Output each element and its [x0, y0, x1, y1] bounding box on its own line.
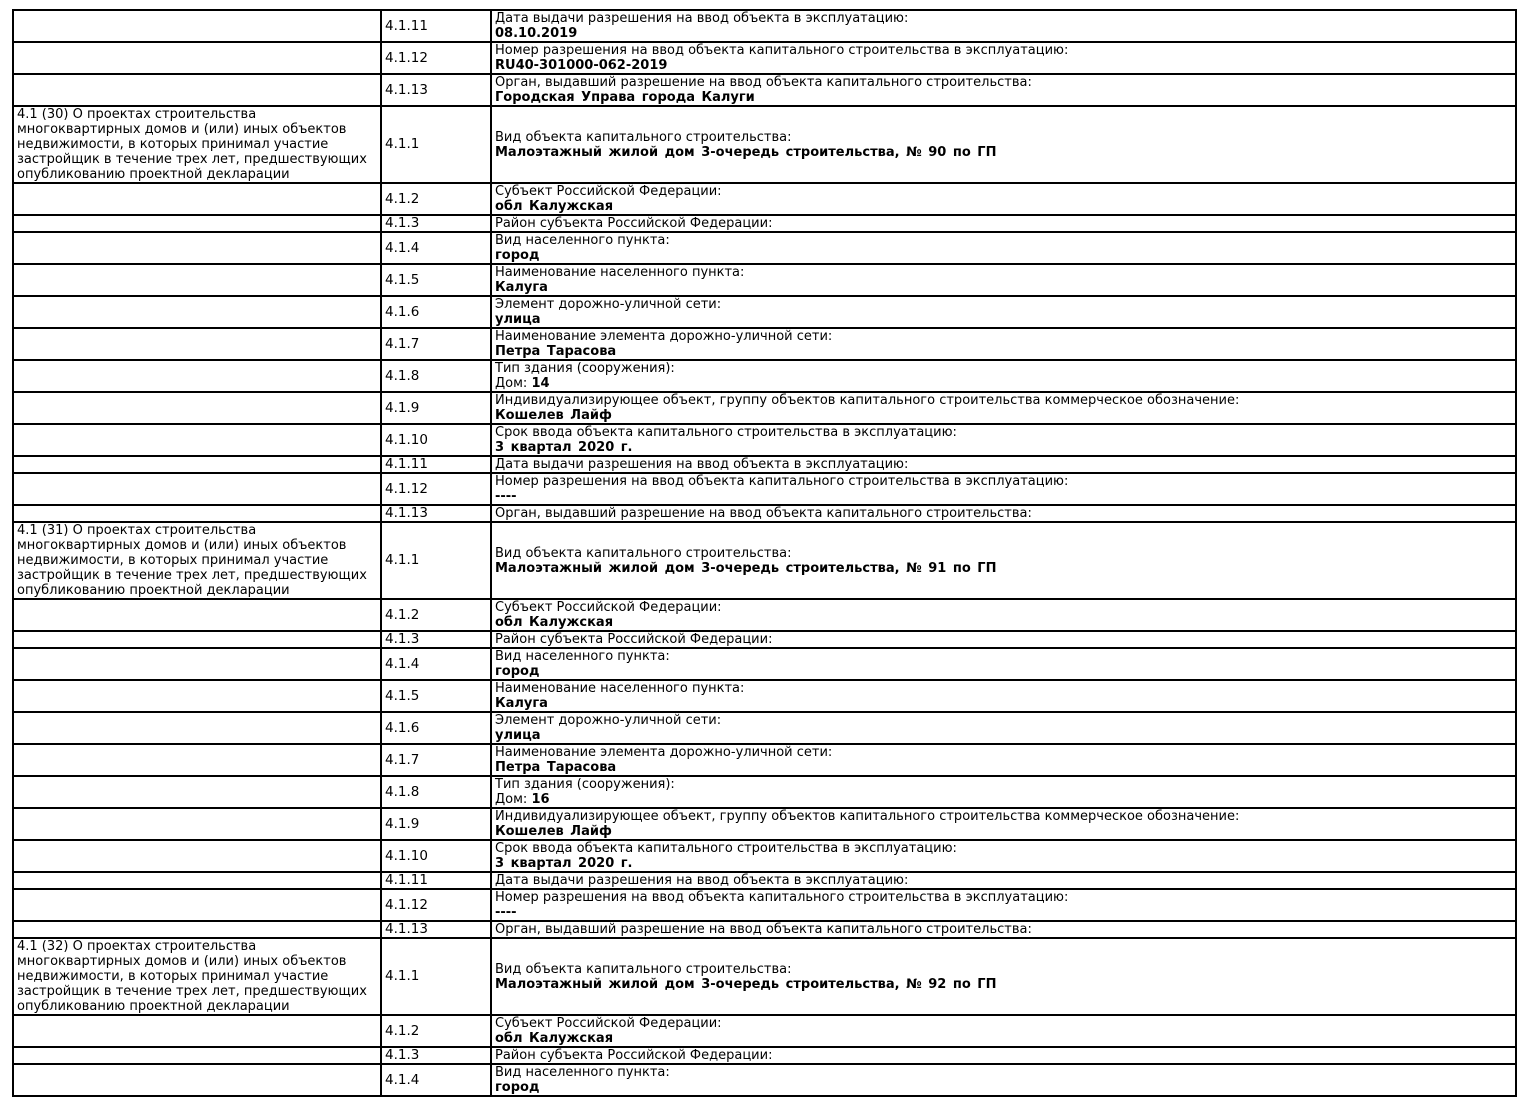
field-cell: [491, 264, 1516, 296]
item-number-cell: 4.1.11: [381, 456, 491, 473]
item-number-cell: 4.1.12: [381, 889, 491, 921]
table-row: [13, 808, 1516, 840]
section-description-cell: [13, 424, 381, 456]
item-number-cell: 4.1.10: [381, 424, 491, 456]
section-description-cell: [13, 921, 381, 938]
section-description-cell: 4.1 (30) О проектах строительства многоквартирных домов и (или) иных объектов недвижимости, в которых принимал участие застройщик в течение трех лет, предшествующих опубликованию проектной декларации: [13, 106, 381, 183]
section-description-cell: [13, 215, 381, 232]
section-description-cell: [13, 360, 381, 392]
item-number-cell: 4.1.13: [381, 505, 491, 522]
field-value-text: ----: [495, 905, 517, 920]
item-number-cell: 4.1.7: [381, 328, 491, 360]
section-description-cell: [13, 872, 381, 889]
field-value-text: 3 квартал 2020 г.: [495, 440, 633, 455]
field-value-text: Петра Тарасова: [495, 344, 617, 359]
field-label: Дата выдачи разрешения на ввод объекта в эксплуатацию:: [495, 11, 909, 26]
field-value-text: Петра Тарасова: [495, 760, 617, 775]
field-value: [495, 248, 1512, 263]
table-row: [13, 424, 1516, 456]
field-label: Вид населенного пункта:: [495, 649, 670, 664]
field-cell: [491, 522, 1516, 599]
field-value-text: Калуга: [495, 280, 548, 295]
table-row: [13, 74, 1516, 106]
item-number-cell: 4.1.1: [381, 938, 491, 1015]
field-label: Наименование населенного пункта:: [495, 265, 745, 280]
field-value: [495, 90, 1512, 105]
item-number-cell: 4.1.9: [381, 808, 491, 840]
section-description-cell: 4.1 (31) О проектах строительства многоквартирных домов и (или) иных объектов недвижимости, в которых принимал участие застройщик в течение трех лет, предшествующих опубликованию проектной декларации: [13, 522, 381, 599]
item-number-cell: 4.1.6: [381, 296, 491, 328]
field-value-text: 3 квартал 2020 г.: [495, 856, 633, 871]
field-cell: [491, 10, 1516, 42]
field-value-text: ----: [495, 489, 517, 504]
item-number-cell: 4.1.3: [381, 215, 491, 232]
section-description-cell: [13, 599, 381, 631]
table-row: [13, 776, 1516, 808]
table-row: [13, 215, 1516, 232]
section-description-cell: [13, 744, 381, 776]
field-cell: [491, 648, 1516, 680]
section-description-cell: [13, 232, 381, 264]
field-value: [495, 1080, 1512, 1095]
table-row: [13, 106, 1516, 183]
field-label: Дата выдачи разрешения на ввод объекта в эксплуатацию:: [495, 457, 909, 472]
field-label: Срок ввода объекта капитального строительства в эксплуатацию:: [495, 425, 957, 440]
field-value: [495, 145, 1512, 160]
table-row: [13, 631, 1516, 648]
field-value: [495, 199, 1512, 214]
table-row: [13, 840, 1516, 872]
field-value: [495, 344, 1512, 359]
table-row: [13, 10, 1516, 42]
field-value-text: город: [495, 248, 540, 263]
declaration-table-body: [13, 10, 1516, 1096]
field-cell: [491, 183, 1516, 215]
field-value-text: улица: [495, 728, 541, 743]
section-description-cell: [13, 296, 381, 328]
table-row: [13, 328, 1516, 360]
field-cell: [491, 328, 1516, 360]
field-label: Орган, выдавший разрешение на ввод объекта капитального строительства:: [495, 75, 1032, 90]
declaration-table: [12, 9, 1517, 1097]
item-number-cell: 4.1.9: [381, 392, 491, 424]
section-description-cell: [13, 840, 381, 872]
item-number-cell: 4.1.5: [381, 680, 491, 712]
section-description-cell: [13, 1047, 381, 1064]
table-row: [13, 183, 1516, 215]
table-row: [13, 712, 1516, 744]
field-value-text: 08.10.2019: [495, 26, 578, 41]
item-number-cell: 4.1.3: [381, 631, 491, 648]
section-description-cell: [13, 473, 381, 505]
field-label: Район субъекта Российской Федерации:: [495, 216, 773, 231]
field-cell: [491, 424, 1516, 456]
field-label: Субъект Российской Федерации:: [495, 184, 722, 199]
field-cell: [491, 599, 1516, 631]
field-value-text: Малоэтажный жилой дом 3-очередь строительства, № 90 по ГП: [495, 144, 997, 160]
field-value: [495, 824, 1512, 839]
field-cell: [491, 680, 1516, 712]
field-label: Тип здания (сооружения):: [495, 777, 675, 792]
field-label: Вид объекта капитального строительства:: [495, 545, 792, 561]
field-cell: [491, 872, 1516, 889]
table-row: [13, 264, 1516, 296]
section-description-cell: [13, 456, 381, 473]
table-row: [13, 522, 1516, 599]
section-description-cell: 4.1 (32) О проектах строительства многоквартирных домов и (или) иных объектов недвижимости, в которых принимал участие застройщик в течение трех лет, предшествующих опубликованию проектной декларации: [13, 938, 381, 1015]
section-description-cell: [13, 648, 381, 680]
field-value-text: 14: [531, 376, 550, 391]
field-value: [495, 489, 1512, 504]
item-number-cell: 4.1.3: [381, 1047, 491, 1064]
field-cell: [491, 921, 1516, 938]
section-description-cell: [13, 10, 381, 42]
field-label: Дата выдачи разрешения на ввод объекта в эксплуатацию:: [495, 873, 909, 888]
field-value-prefix: Дом:: [495, 376, 532, 391]
field-label: Номер разрешения на ввод объекта капитального строительства в эксплуатацию:: [495, 474, 1069, 489]
field-label: Вид объекта капитального строительства:: [495, 961, 792, 977]
table-row: [13, 889, 1516, 921]
field-label: Вид объекта капитального строительства:: [495, 129, 792, 145]
field-cell: [491, 456, 1516, 473]
item-number-cell: 4.1.4: [381, 232, 491, 264]
field-label: Наименование населенного пункта:: [495, 681, 745, 696]
field-label: Индивидуализирующее объект, группу объектов капитального строительства коммерческое обозначение:: [495, 809, 1240, 824]
field-value: [495, 58, 1512, 73]
item-number-cell: 4.1.10: [381, 840, 491, 872]
item-number-cell: 4.1.11: [381, 872, 491, 889]
field-value-text: город: [495, 664, 540, 679]
table-row: [13, 872, 1516, 889]
field-value: [495, 792, 1512, 807]
field-label: Субъект Российской Федерации:: [495, 1016, 722, 1031]
table-row: [13, 599, 1516, 631]
field-value-prefix: Дом:: [495, 792, 532, 807]
table-row: [13, 680, 1516, 712]
field-label: Субъект Российской Федерации:: [495, 600, 722, 615]
field-label: Вид населенного пункта:: [495, 1065, 670, 1080]
field-cell: [491, 232, 1516, 264]
field-label: Элемент дорожно-уличной сети:: [495, 713, 722, 728]
item-number-cell: 4.1.2: [381, 599, 491, 631]
section-description-cell: [13, 680, 381, 712]
field-value-text: Малоэтажный жилой дом 3-очередь строительства, № 91 по ГП: [495, 560, 997, 576]
table-row: [13, 648, 1516, 680]
field-cell: [491, 776, 1516, 808]
field-value-text: город: [495, 1080, 540, 1095]
item-number-cell: 4.1.1: [381, 522, 491, 599]
item-number-cell: 4.1.11: [381, 10, 491, 42]
section-description-cell: [13, 264, 381, 296]
item-number-cell: 4.1.8: [381, 776, 491, 808]
field-cell: [491, 1015, 1516, 1047]
section-description-cell: [13, 1064, 381, 1096]
field-cell: [491, 1047, 1516, 1064]
item-number-cell: 4.1.13: [381, 921, 491, 938]
table-row: [13, 744, 1516, 776]
table-row: [13, 473, 1516, 505]
field-label: Элемент дорожно-уличной сети:: [495, 297, 722, 312]
section-description-cell: [13, 712, 381, 744]
item-number-cell: 4.1.1: [381, 106, 491, 183]
field-value: [495, 376, 1512, 391]
field-cell: [491, 840, 1516, 872]
field-value: [495, 664, 1512, 679]
field-cell: [491, 889, 1516, 921]
field-cell: [491, 392, 1516, 424]
field-value-text: обл Калужская: [495, 1031, 614, 1046]
field-value-text: обл Калужская: [495, 615, 614, 630]
field-label: Орган, выдавший разрешение на ввод объекта капитального строительства:: [495, 922, 1032, 937]
section-description-cell: [13, 776, 381, 808]
item-number-cell: 4.1.2: [381, 1015, 491, 1047]
field-label: Номер разрешения на ввод объекта капитального строительства в эксплуатацию:: [495, 890, 1069, 905]
field-label: Наименование элемента дорожно-уличной сети:: [495, 329, 833, 344]
field-value: [495, 1031, 1512, 1046]
field-cell: [491, 74, 1516, 106]
section-description-cell: [13, 42, 381, 74]
table-row: [13, 456, 1516, 473]
table-row: [13, 938, 1516, 1015]
item-number-cell: 4.1.2: [381, 183, 491, 215]
field-cell: [491, 712, 1516, 744]
field-cell: [491, 631, 1516, 648]
field-value: [495, 280, 1512, 295]
field-value-text: Кошелев Лайф: [495, 408, 612, 423]
field-cell: [491, 473, 1516, 505]
section-description-cell: [13, 74, 381, 106]
field-cell: [491, 744, 1516, 776]
field-label: Наименование элемента дорожно-уличной сети:: [495, 745, 833, 760]
field-label: Вид населенного пункта:: [495, 233, 670, 248]
field-value: [495, 561, 1512, 576]
field-label: Срок ввода объекта капитального строительства в эксплуатацию:: [495, 841, 957, 856]
field-value-text: 16: [531, 792, 550, 807]
item-number-cell: 4.1.8: [381, 360, 491, 392]
field-cell: [491, 42, 1516, 74]
field-label: Район субъекта Российской Федерации:: [495, 1048, 773, 1063]
table-row: [13, 42, 1516, 74]
section-description-cell: [13, 328, 381, 360]
table-row: [13, 1015, 1516, 1047]
field-cell: [491, 296, 1516, 328]
field-label: Индивидуализирующее объект, группу объектов капитального строительства коммерческое обозначение:: [495, 393, 1240, 408]
section-description-cell: [13, 631, 381, 648]
item-number-cell: 4.1.13: [381, 74, 491, 106]
item-number-cell: 4.1.5: [381, 264, 491, 296]
field-value-text: обл Калужская: [495, 199, 614, 214]
table-row: [13, 296, 1516, 328]
field-value: [495, 312, 1512, 327]
section-description-cell: [13, 889, 381, 921]
table-row: [13, 1064, 1516, 1096]
table-row: [13, 921, 1516, 938]
table-row: [13, 360, 1516, 392]
section-description-cell: [13, 392, 381, 424]
table-row: [13, 232, 1516, 264]
field-value: [495, 760, 1512, 775]
section-description-cell: [13, 505, 381, 522]
field-cell: [491, 938, 1516, 1015]
field-cell: [491, 360, 1516, 392]
item-number-cell: 4.1.4: [381, 648, 491, 680]
section-description-cell: [13, 808, 381, 840]
field-value-text: Малоэтажный жилой дом 3-очередь строительства, № 92 по ГП: [495, 976, 997, 992]
field-cell: [491, 106, 1516, 183]
field-value: [495, 615, 1512, 630]
field-value: [495, 905, 1512, 920]
field-label: Номер разрешения на ввод объекта капитального строительства в эксплуатацию:: [495, 43, 1069, 58]
section-description-cell: [13, 183, 381, 215]
field-cell: [491, 808, 1516, 840]
field-value: [495, 696, 1512, 711]
field-label: Тип здания (сооружения):: [495, 361, 675, 376]
field-label: Орган, выдавший разрешение на ввод объекта капитального строительства:: [495, 506, 1032, 521]
field-value: [495, 408, 1512, 423]
table-row: [13, 392, 1516, 424]
field-value-text: RU40-301000-062-2019: [495, 58, 668, 73]
field-value-text: Городская Управа города Калуги: [495, 90, 755, 105]
field-value-text: Кошелев Лайф: [495, 824, 612, 839]
field-value: [495, 26, 1512, 41]
field-label: Район субъекта Российской Федерации:: [495, 632, 773, 647]
field-value-text: Калуга: [495, 696, 548, 711]
table-row: [13, 1047, 1516, 1064]
field-value: [495, 440, 1512, 455]
item-number-cell: 4.1.4: [381, 1064, 491, 1096]
field-cell: [491, 1064, 1516, 1096]
field-cell: [491, 505, 1516, 522]
field-value: [495, 728, 1512, 743]
item-number-cell: 4.1.6: [381, 712, 491, 744]
field-value: [495, 977, 1512, 992]
section-description-cell: [13, 1015, 381, 1047]
item-number-cell: 4.1.7: [381, 744, 491, 776]
item-number-cell: 4.1.12: [381, 42, 491, 74]
field-value-text: улица: [495, 312, 541, 327]
table-row: [13, 505, 1516, 522]
field-value: [495, 856, 1512, 871]
field-cell: [491, 215, 1516, 232]
item-number-cell: 4.1.12: [381, 473, 491, 505]
